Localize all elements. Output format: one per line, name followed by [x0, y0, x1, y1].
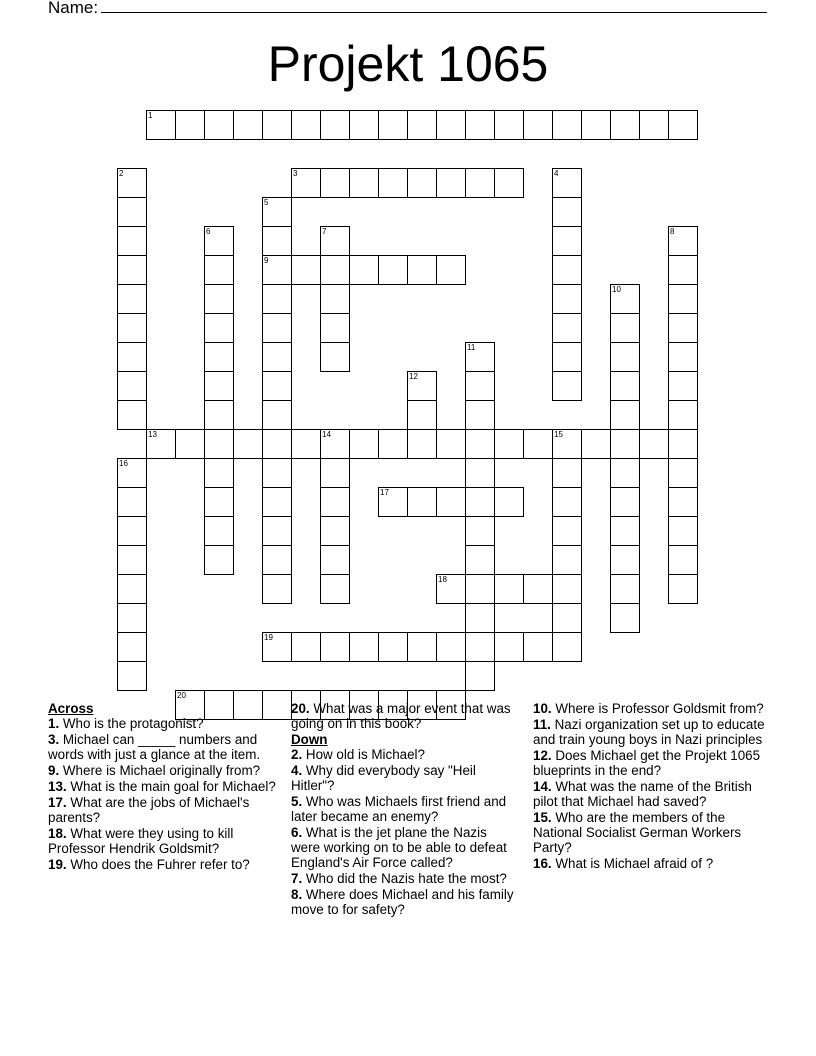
grid-cell[interactable]	[523, 632, 553, 662]
grid-cell[interactable]	[436, 487, 466, 517]
grid-cell[interactable]	[465, 661, 495, 691]
grid-cell[interactable]	[204, 429, 234, 459]
clue-across-3	[48, 732, 284, 762]
grid-cell[interactable]	[668, 110, 698, 140]
grid-cell[interactable]	[378, 632, 408, 662]
clue-number: 14.	[533, 779, 552, 794]
cell-number: 10	[612, 285, 621, 294]
grid-cell[interactable]	[436, 429, 466, 459]
down-heading: Down	[291, 732, 328, 747]
grid-cell[interactable]	[523, 574, 553, 604]
clue-text: Where does Michael and his family move to for safety?	[291, 887, 514, 917]
grid-cell[interactable]	[494, 110, 524, 140]
grid-cell[interactable]	[320, 632, 350, 662]
grid-cell[interactable]	[146, 429, 176, 459]
clue-across-20	[291, 701, 517, 731]
clue-number: 8.	[291, 887, 303, 902]
grid-cell[interactable]	[117, 284, 147, 314]
clue-text: What were they using to kill Professor Hendrik Goldsmit?	[48, 826, 234, 856]
grid-cell[interactable]	[204, 226, 234, 256]
cell-number: 2	[119, 169, 124, 178]
grid-cell[interactable]	[262, 197, 292, 227]
grid-cell[interactable]	[610, 284, 640, 314]
clue-text: Nazi organization set up to educate and train young boys in Nazi principles	[533, 717, 765, 747]
grid-cell[interactable]	[552, 313, 582, 343]
grid-cell[interactable]	[465, 632, 495, 662]
grid-cell[interactable]	[552, 458, 582, 488]
grid-cell[interactable]	[378, 255, 408, 285]
clue-across-13	[48, 779, 284, 794]
grid-cell[interactable]	[552, 429, 582, 459]
clue-text: Who is the protagonist?	[62, 716, 204, 731]
grid-cell[interactable]	[436, 574, 466, 604]
grid-cell[interactable]	[465, 110, 495, 140]
grid-cell[interactable]	[523, 110, 553, 140]
clue-text: Why did everybody say "Heil Hitler"?	[291, 763, 476, 793]
grid-cell[interactable]	[407, 255, 437, 285]
grid-cell[interactable]	[610, 110, 640, 140]
grid-cell[interactable]	[320, 226, 350, 256]
grid-cell[interactable]	[320, 429, 350, 459]
grid-cell[interactable]	[320, 168, 350, 198]
grid-cell[interactable]	[262, 371, 292, 401]
grid-cell[interactable]	[117, 313, 147, 343]
cell-number: 6	[206, 227, 211, 236]
grid-cell[interactable]	[233, 429, 263, 459]
grid-cell[interactable]	[465, 371, 495, 401]
grid-cell[interactable]	[204, 284, 234, 314]
grid-cell[interactable]	[407, 632, 437, 662]
grid-cell[interactable]	[349, 255, 379, 285]
grid-cell[interactable]	[117, 197, 147, 227]
grid-cell[interactable]	[349, 632, 379, 662]
cell-number: 17	[380, 488, 389, 497]
grid-cell[interactable]	[668, 313, 698, 343]
grid-cell[interactable]	[117, 168, 147, 198]
grid-cell[interactable]	[320, 516, 350, 546]
clue-number: 13.	[48, 779, 67, 794]
clue-across-18	[48, 826, 284, 856]
cell-number: 12	[409, 372, 418, 381]
grid-cell[interactable]	[465, 400, 495, 430]
clue-number: 18.	[48, 826, 67, 841]
clue-text: Who are the members of the National Socialist German Workers Party?	[533, 810, 742, 855]
grid-cell[interactable]	[204, 516, 234, 546]
grid-cell[interactable]	[610, 313, 640, 343]
grid-cell[interactable]	[668, 429, 698, 459]
grid-cell[interactable]	[552, 342, 582, 372]
clue-down-6	[291, 825, 517, 870]
grid-cell[interactable]	[204, 313, 234, 343]
clue-text: Does Michael get the Projekt 1065 blueprints in the end?	[533, 748, 761, 778]
grid-cell[interactable]	[204, 342, 234, 372]
grid-cell[interactable]	[465, 458, 495, 488]
clue-across-19	[48, 857, 284, 872]
grid-cell[interactable]	[639, 110, 669, 140]
grid-cell[interactable]	[581, 110, 611, 140]
grid-cell[interactable]	[262, 458, 292, 488]
grid-cell[interactable]	[320, 487, 350, 517]
grid-cell[interactable]	[552, 110, 582, 140]
grid-cell[interactable]	[204, 487, 234, 517]
clue-text: Where is Professor Goldsmit from?	[555, 701, 764, 716]
grid-cell[interactable]	[117, 400, 147, 430]
clue-text: Michael can _____ numbers and words with just a glance at the item.	[48, 732, 261, 762]
grid-cell[interactable]	[262, 284, 292, 314]
grid-cell[interactable]	[610, 603, 640, 633]
grid-cell[interactable]	[262, 545, 292, 575]
clue-across-17	[48, 795, 284, 825]
grid-cell[interactable]	[610, 458, 640, 488]
grid-cell[interactable]	[175, 110, 205, 140]
clue-down-4	[291, 763, 517, 793]
grid-cell[interactable]	[668, 226, 698, 256]
clue-text: What are the jobs of Michael's parents?	[48, 795, 250, 825]
grid-cell[interactable]	[117, 342, 147, 372]
grid-cell[interactable]	[668, 400, 698, 430]
grid-cell[interactable]	[349, 429, 379, 459]
clue-column-1	[48, 701, 284, 873]
grid-cell[interactable]	[204, 400, 234, 430]
cell-number: 20	[177, 691, 186, 700]
grid-cell[interactable]	[262, 516, 292, 546]
clue-text: What was the name of the British pilot that Michael had saved?	[533, 779, 752, 809]
clue-down-11	[533, 717, 769, 747]
grid-cell[interactable]	[465, 545, 495, 575]
grid-cell[interactable]	[552, 574, 582, 604]
clue-number: 20.	[291, 701, 310, 716]
cell-number: 18	[438, 575, 447, 584]
clue-across-9	[48, 763, 284, 778]
cell-number: 4	[554, 169, 559, 178]
clue-number: 7.	[291, 871, 303, 886]
grid-cell[interactable]	[436, 110, 466, 140]
grid-cell[interactable]	[552, 487, 582, 517]
grid-cell[interactable]	[117, 545, 147, 575]
grid-cell[interactable]	[436, 168, 466, 198]
grid-cell[interactable]	[378, 429, 408, 459]
grid-cell[interactable]	[494, 632, 524, 662]
clue-text: Who does the Fuhrer refer to?	[70, 857, 250, 872]
clue-number: 19.	[48, 857, 67, 872]
grid-cell[interactable]	[465, 574, 495, 604]
clue-text: How old is Michael?	[305, 747, 425, 762]
grid-cell[interactable]	[378, 168, 408, 198]
grid-cell[interactable]	[262, 313, 292, 343]
grid-cell[interactable]	[610, 429, 640, 459]
cell-number: 19	[264, 633, 273, 642]
grid-cell[interactable]	[407, 371, 437, 401]
grid-cell[interactable]	[552, 168, 582, 198]
grid-cell[interactable]	[117, 226, 147, 256]
grid-cell[interactable]	[552, 371, 582, 401]
grid-cell[interactable]	[349, 168, 379, 198]
clue-down-5	[291, 794, 517, 824]
grid-cell[interactable]	[668, 574, 698, 604]
grid-cell[interactable]	[378, 487, 408, 517]
cell-number: 7	[322, 227, 327, 236]
grid-cell[interactable]	[552, 197, 582, 227]
grid-cell[interactable]	[494, 429, 524, 459]
grid-cell[interactable]	[117, 516, 147, 546]
clue-number: 5.	[291, 794, 303, 809]
grid-cell[interactable]	[465, 342, 495, 372]
clue-number: 3.	[48, 732, 60, 747]
clue-down-16	[533, 856, 769, 871]
clue-number: 2.	[291, 747, 303, 762]
grid-cell[interactable]	[117, 371, 147, 401]
clue-number: 11.	[533, 717, 551, 732]
grid-cell[interactable]	[552, 255, 582, 285]
grid-cell[interactable]	[523, 429, 553, 459]
grid-cell[interactable]	[320, 284, 350, 314]
grid-cell[interactable]	[262, 226, 292, 256]
clue-text: What is Michael afraid of ?	[555, 856, 714, 871]
grid-cell[interactable]	[204, 371, 234, 401]
cell-number: 16	[119, 459, 128, 468]
grid-cell[interactable]	[320, 313, 350, 343]
clue-down-12	[533, 748, 769, 778]
grid-cell[interactable]	[465, 168, 495, 198]
grid-cell[interactable]	[320, 458, 350, 488]
grid-cell[interactable]	[117, 458, 147, 488]
clue-down-10	[533, 701, 769, 716]
clue-number: 17.	[48, 795, 67, 810]
grid-cell[interactable]	[117, 487, 147, 517]
grid-cell[interactable]	[465, 603, 495, 633]
clue-down-14	[533, 779, 769, 809]
clue-text: Who did the Nazis hate the most?	[305, 871, 507, 886]
grid-cell[interactable]	[291, 110, 321, 140]
grid-cell[interactable]	[291, 429, 321, 459]
cell-number: 5	[264, 198, 269, 207]
cell-number: 9	[264, 256, 269, 265]
grid-cell[interactable]	[494, 168, 524, 198]
grid-cell[interactable]	[639, 429, 669, 459]
cell-number: 1	[148, 111, 153, 120]
clue-column-3	[533, 701, 769, 872]
clue-text: What is the main goal for Michael?	[70, 779, 276, 794]
grid-cell[interactable]	[668, 255, 698, 285]
grid-cell[interactable]	[262, 574, 292, 604]
grid-cell[interactable]	[610, 516, 640, 546]
grid-cell[interactable]	[262, 429, 292, 459]
grid-cell[interactable]	[320, 342, 350, 372]
grid-cell[interactable]	[610, 487, 640, 517]
grid-cell[interactable]	[291, 632, 321, 662]
clue-down-2	[291, 747, 517, 762]
cell-number: 3	[293, 169, 298, 178]
grid-cell[interactable]	[668, 371, 698, 401]
grid-cell[interactable]	[320, 574, 350, 604]
clue-number: 16.	[533, 856, 552, 871]
grid-cell[interactable]	[378, 110, 408, 140]
grid-cell[interactable]	[262, 342, 292, 372]
grid-cell[interactable]	[204, 110, 234, 140]
grid-cell[interactable]	[407, 487, 437, 517]
clue-text: Who was Michaels first friend and later became an enemy?	[291, 794, 507, 824]
clue-column-2	[291, 701, 517, 918]
cell-number: 13	[148, 430, 157, 439]
grid-cell[interactable]	[494, 487, 524, 517]
grid-cell[interactable]	[552, 516, 582, 546]
grid-cell[interactable]	[465, 487, 495, 517]
cell-number: 15	[554, 430, 563, 439]
grid-cell[interactable]	[494, 574, 524, 604]
name-label: Name:	[48, 0, 99, 17]
grid-cell[interactable]	[407, 429, 437, 459]
grid-cell[interactable]	[436, 632, 466, 662]
clue-text: Where is Michael originally from?	[62, 763, 261, 778]
grid-cell[interactable]	[610, 545, 640, 575]
grid-cell[interactable]	[204, 458, 234, 488]
grid-cell[interactable]	[262, 632, 292, 662]
grid-cell[interactable]	[117, 661, 147, 691]
grid-cell[interactable]	[407, 110, 437, 140]
grid-cell[interactable]	[552, 545, 582, 575]
grid-cell[interactable]	[117, 603, 147, 633]
grid-cell[interactable]	[436, 255, 466, 285]
clue-number: 1.	[48, 716, 60, 731]
clue-number: 6.	[291, 825, 303, 840]
clue-number: 15.	[533, 810, 552, 825]
grid-cell[interactable]	[610, 574, 640, 604]
grid-cell[interactable]	[465, 429, 495, 459]
grid-cell[interactable]	[117, 574, 147, 604]
grid-cell[interactable]	[320, 255, 350, 285]
clue-number: 4.	[291, 763, 303, 778]
grid-cell[interactable]	[262, 400, 292, 430]
grid-cell[interactable]	[320, 110, 350, 140]
grid-cell[interactable]	[117, 255, 147, 285]
cell-number: 8	[670, 227, 675, 236]
grid-cell[interactable]	[291, 168, 321, 198]
grid-cell[interactable]	[233, 110, 263, 140]
grid-cell[interactable]	[291, 255, 321, 285]
grid-cell[interactable]	[668, 487, 698, 517]
clue-across-1	[48, 716, 284, 731]
grid-cell[interactable]	[349, 110, 379, 140]
grid-cell[interactable]	[262, 110, 292, 140]
grid-cell[interactable]	[320, 545, 350, 575]
grid-cell[interactable]	[610, 342, 640, 372]
cell-number: 11	[467, 343, 476, 352]
grid-cell[interactable]	[117, 632, 147, 662]
grid-cell[interactable]	[552, 632, 582, 662]
grid-cell[interactable]	[581, 429, 611, 459]
grid-cell[interactable]	[465, 516, 495, 546]
grid-cell[interactable]	[610, 371, 640, 401]
grid-cell[interactable]	[668, 516, 698, 546]
page-title: Projekt 1065	[267, 36, 549, 92]
cell-number: 14	[322, 430, 331, 439]
grid-cell[interactable]	[146, 110, 176, 140]
grid-cell[interactable]	[610, 400, 640, 430]
clue-text: What was a major event that was going on in this book?	[291, 701, 511, 731]
grid-cell[interactable]	[204, 545, 234, 575]
grid-cell[interactable]	[552, 284, 582, 314]
clue-number: 9.	[48, 763, 60, 778]
clue-down-7	[291, 871, 517, 886]
grid-cell[interactable]	[552, 603, 582, 633]
grid-cell[interactable]	[552, 226, 582, 256]
grid-cell[interactable]	[262, 255, 292, 285]
grid-cell[interactable]	[668, 342, 698, 372]
grid-cell[interactable]	[407, 400, 437, 430]
grid-cell[interactable]	[668, 458, 698, 488]
grid-cell[interactable]	[668, 284, 698, 314]
clue-number: 12.	[533, 748, 552, 763]
clue-number: 10.	[533, 701, 552, 716]
clue-down-15	[533, 810, 769, 855]
grid-cell[interactable]	[407, 168, 437, 198]
grid-cell[interactable]	[262, 487, 292, 517]
grid-cell[interactable]	[175, 429, 205, 459]
across-heading: Across	[48, 701, 94, 716]
clue-text: What is the jet plane the Nazis were working on to be able to defeat England's Air Force called?	[291, 825, 507, 870]
grid-cell[interactable]	[204, 255, 234, 285]
grid-cell[interactable]	[668, 545, 698, 575]
clue-down-8	[291, 887, 517, 917]
